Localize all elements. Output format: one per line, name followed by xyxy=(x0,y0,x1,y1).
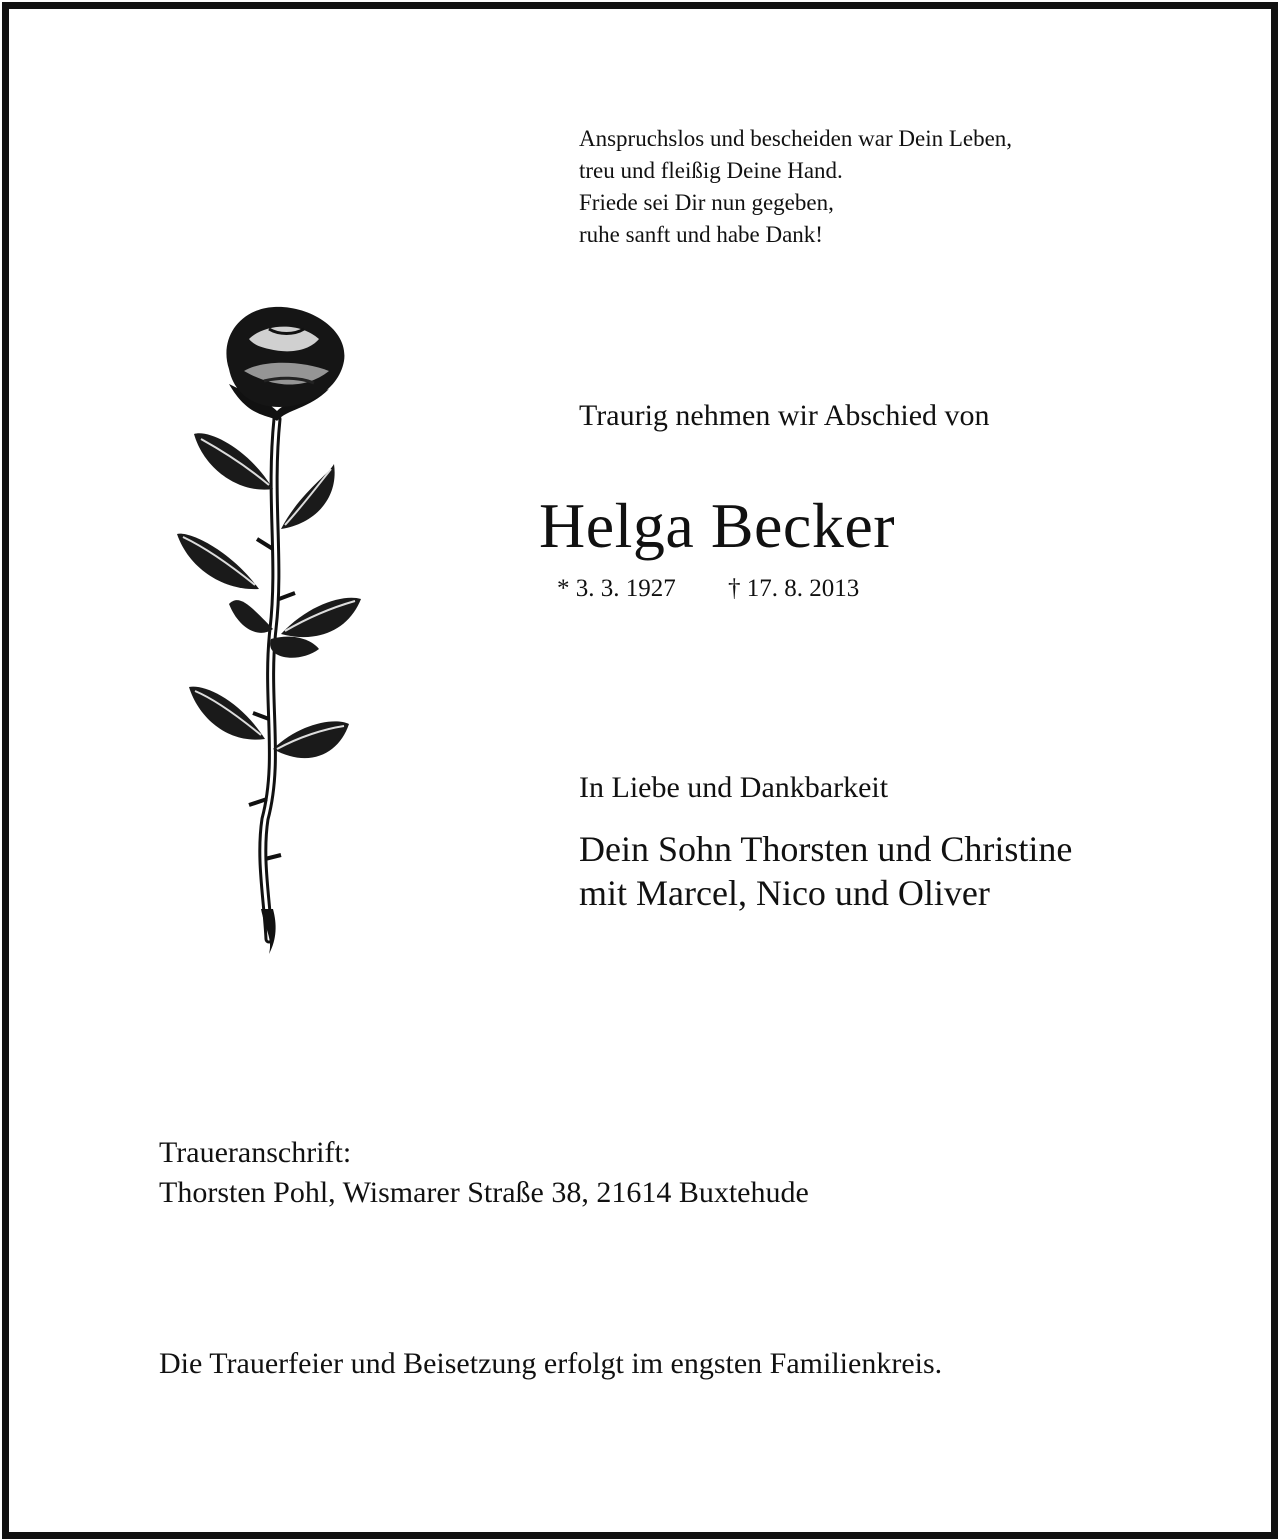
address-value: Thorsten Pohl, Wismarer Straße 38, 21614 Buxtehude xyxy=(159,1176,809,1209)
address-label: Traueranschrift: xyxy=(159,1136,352,1169)
poem xyxy=(579,123,1012,251)
deceased-name: Helga Becker xyxy=(539,490,896,561)
birth-date: * 3. 3. 1927 xyxy=(557,575,676,602)
poem-line: Anspruchslos und bescheiden war Dein Leben, xyxy=(579,126,1013,151)
rose-icon xyxy=(169,299,379,959)
closing-text: In Liebe und Dankbarkeit xyxy=(579,771,889,804)
family-signature xyxy=(579,827,1072,915)
funeral-notice: Die Trauerfeier und Beisetzung erfolgt im engsten Familienkreis. xyxy=(159,1347,943,1380)
mourning-address xyxy=(159,1133,809,1213)
family-line: Dein Sohn Thorsten und Christine xyxy=(579,829,1073,869)
poem-line: ruhe sanft und habe Dank! xyxy=(579,222,823,247)
family-line: mit Marcel, Nico und Oliver xyxy=(579,873,990,913)
intro-text: Traurig nehmen wir Abschied von xyxy=(579,399,990,432)
life-dates xyxy=(557,575,859,603)
obituary-frame xyxy=(2,2,1278,1539)
poem-line: Friede sei Dir nun gegeben, xyxy=(579,190,834,215)
death-date: † 17. 8. 2013 xyxy=(728,575,860,602)
poem-line: treu und fleißig Deine Hand. xyxy=(579,158,843,183)
